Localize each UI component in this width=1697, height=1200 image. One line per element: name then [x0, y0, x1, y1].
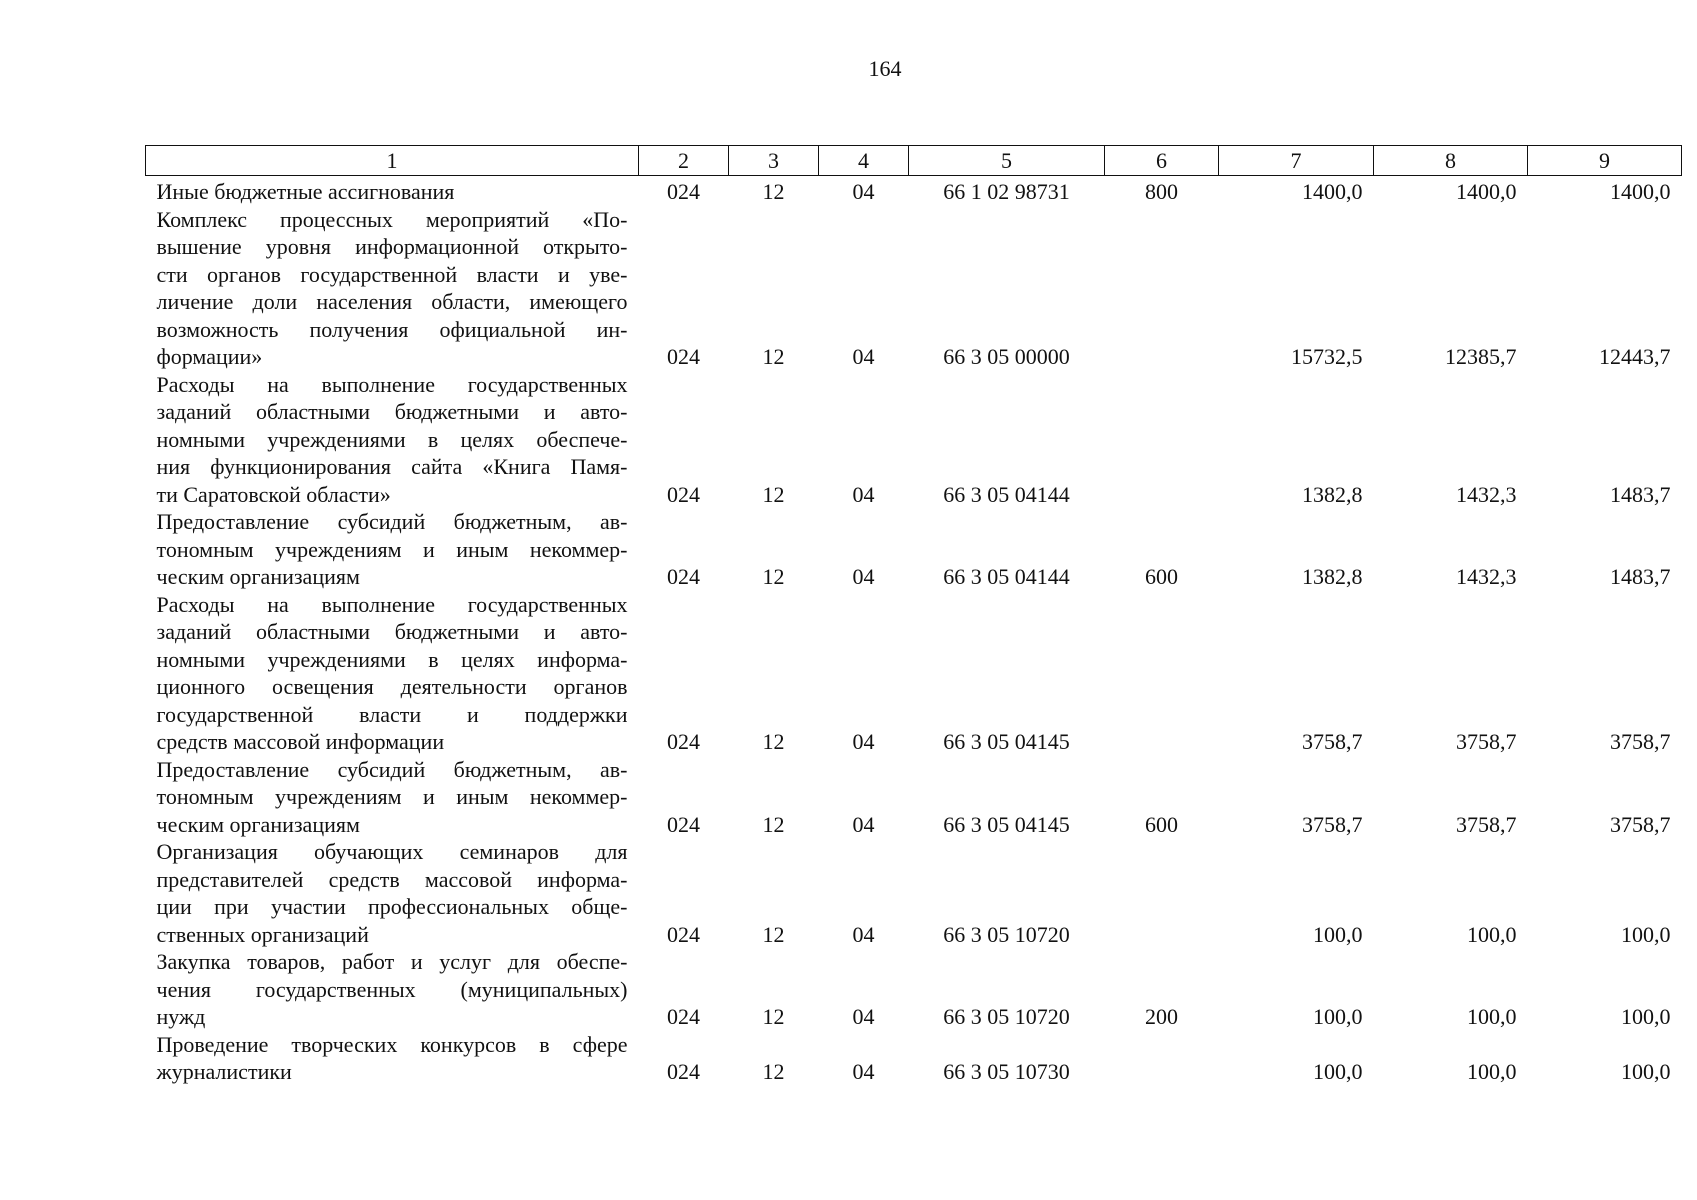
- expense-type-cell: 600: [1145, 564, 1178, 589]
- item-name-line: ния функционирования сайта «Книга Памя-: [156, 454, 628, 479]
- budget-code-cell: 024: [667, 729, 700, 754]
- item-name-line: средств массовой информации: [156, 729, 445, 754]
- item-name-line: вышение уровня информационной открыто-: [156, 234, 628, 259]
- item-name-cell: [146, 508, 639, 591]
- item-name-line: представителей средств массовой информа-: [156, 866, 628, 892]
- section-cell: 12: [762, 344, 785, 369]
- item-name-line: Предоставление субсидий бюджетным, ав-: [156, 509, 628, 534]
- amount-year1-cell: 15732,5: [1291, 344, 1363, 369]
- budget-code-cell: 024: [667, 921, 700, 947]
- budget-code-cell: 024: [667, 481, 700, 507]
- amount-year2-cell: 1432,3: [1456, 481, 1517, 507]
- item-name-line: номными учреждениями в целях информа-: [156, 646, 628, 672]
- item-name-line: нужд: [156, 1004, 206, 1029]
- column-header-4: 4: [819, 146, 909, 176]
- column-header-2: 2: [639, 146, 729, 176]
- target-article-cell: 66 1 02 98731: [943, 179, 1070, 204]
- amount-year2-cell: 100,0: [1467, 1004, 1517, 1029]
- item-name-line: ческим организациям: [156, 811, 360, 837]
- table-header-row: [146, 146, 1682, 176]
- amount-year1-cell: 1382,8: [1302, 481, 1363, 507]
- item-name-line: Расходы на выполнение государственных: [156, 371, 628, 397]
- table-row: [146, 756, 1682, 839]
- column-header-6: 6: [1105, 146, 1219, 176]
- amount-year2-cell: 100,0: [1467, 1059, 1517, 1084]
- budget-table: [145, 145, 1682, 1086]
- item-name-line: ческим организациям: [156, 564, 360, 589]
- amount-year2-cell: 1432,3: [1456, 564, 1517, 589]
- target-article-cell: 66 3 05 10720: [943, 921, 1070, 947]
- target-article-cell: 66 3 05 00000: [943, 344, 1070, 369]
- amount-year3-cell: 100,0: [1621, 1004, 1671, 1029]
- section-cell: 12: [762, 179, 785, 204]
- amount-year3-cell: 100,0: [1621, 1059, 1671, 1084]
- amount-year1-cell: 100,0: [1313, 1004, 1363, 1029]
- expense-type-cell: 200: [1145, 1004, 1178, 1029]
- item-name-line: ционного освещения деятельности органов: [156, 674, 628, 699]
- budget-code-cell: 024: [667, 1004, 700, 1029]
- section-cell: 12: [762, 921, 785, 947]
- amount-year2-cell: 100,0: [1467, 921, 1517, 947]
- item-name-line: Расходы на выполнение государственных: [156, 591, 628, 617]
- section-cell: 12: [762, 1059, 785, 1084]
- subsection-cell: 04: [852, 481, 875, 507]
- subsection-cell: 04: [852, 811, 875, 837]
- item-name-line: номными учреждениями в целях обеспече-: [156, 426, 628, 452]
- subsection-cell: 04: [852, 564, 875, 589]
- column-header-9: 9: [1528, 146, 1682, 176]
- item-name-line: формации»: [156, 344, 263, 369]
- budget-code-cell: 024: [667, 564, 700, 589]
- amount-year2-cell: 1400,0: [1456, 179, 1517, 204]
- table-row: [146, 508, 1682, 591]
- section-cell: 12: [762, 564, 785, 589]
- amount-year3-cell: 12443,7: [1599, 344, 1671, 369]
- target-article-cell: 66 3 05 04145: [943, 729, 1070, 754]
- section-cell: 12: [762, 811, 785, 837]
- subsection-cell: 04: [852, 344, 875, 369]
- item-name-cell: [146, 176, 639, 206]
- budget-code-cell: 024: [667, 179, 700, 204]
- expense-type-cell: [1105, 838, 1219, 948]
- amount-year1-cell: 1400,0: [1302, 179, 1363, 204]
- column-header-5: 5: [909, 146, 1105, 176]
- item-name-line: Комплекс процессных мероприятий «По-: [156, 206, 628, 232]
- table-row: [146, 371, 1682, 509]
- item-name-cell: [146, 756, 639, 839]
- amount-year2-cell: 3758,7: [1456, 811, 1517, 837]
- page-number: 164: [868, 56, 902, 81]
- subsection-cell: 04: [852, 1004, 875, 1029]
- column-header-1: 1: [146, 146, 639, 176]
- item-name-cell: [146, 591, 639, 756]
- table-row: [146, 1031, 1682, 1086]
- item-name-line: Проведение творческих конкурсов в сфере: [156, 1031, 628, 1057]
- amount-year3-cell: 1483,7: [1610, 481, 1671, 507]
- column-header-8: 8: [1374, 146, 1528, 176]
- item-name-cell: [146, 371, 639, 509]
- amount-year3-cell: 1483,7: [1610, 564, 1671, 589]
- amount-year2-cell: 12385,7: [1445, 344, 1517, 369]
- table-row: [146, 591, 1682, 756]
- amount-year1-cell: 100,0: [1313, 1059, 1363, 1084]
- item-name-line: заданий областными бюджетными и авто-: [156, 619, 628, 644]
- amount-year3-cell: 1400,0: [1610, 179, 1671, 204]
- item-name-line: государственной власти и поддержки: [156, 701, 628, 727]
- column-header-3: 3: [729, 146, 819, 176]
- expense-type-cell: [1105, 1031, 1219, 1086]
- amount-year3-cell: 100,0: [1621, 921, 1671, 947]
- item-name-line: журналистики: [156, 1059, 292, 1084]
- item-name-line: Организация обучающих семинаров для: [156, 839, 628, 864]
- table-row: [146, 206, 1682, 371]
- item-name-line: личение доли населения области, имеющего: [156, 289, 628, 314]
- item-name-line: возможность получения официальной ин-: [156, 316, 628, 342]
- item-name-cell: [146, 1031, 639, 1086]
- subsection-cell: 04: [852, 1059, 875, 1084]
- amount-year2-cell: 3758,7: [1456, 729, 1517, 754]
- expense-type-cell: [1105, 206, 1219, 371]
- target-article-cell: 66 3 05 10730: [943, 1059, 1070, 1084]
- amount-year1-cell: 3758,7: [1302, 729, 1363, 754]
- item-name-cell: [146, 948, 639, 1031]
- amount-year1-cell: 3758,7: [1302, 811, 1363, 837]
- amount-year1-cell: 1382,8: [1302, 564, 1363, 589]
- item-name-line: тономным учреждениям и иным некоммер-: [156, 536, 628, 562]
- item-name-line: Закупка товаров, работ и услуг для обеспе-: [156, 949, 628, 974]
- table-row: [146, 176, 1682, 206]
- budget-code-cell: 024: [667, 1059, 700, 1084]
- section-cell: 12: [762, 481, 785, 507]
- budget-code-cell: 024: [667, 344, 700, 369]
- expense-type-cell: [1105, 371, 1219, 509]
- section-cell: 12: [762, 1004, 785, 1029]
- expense-type-cell: [1105, 591, 1219, 756]
- item-name-line: Иные бюджетные ассигнования: [156, 179, 455, 204]
- subsection-cell: 04: [852, 179, 875, 204]
- item-name-line: ции при участии профессиональных обще-: [156, 894, 628, 919]
- table-row: [146, 948, 1682, 1031]
- expense-type-cell: 600: [1145, 811, 1178, 837]
- item-name-line: заданий областными бюджетными и авто-: [156, 399, 628, 424]
- item-name-cell: [146, 206, 639, 371]
- item-name-line: сти органов государственной власти и уве-: [156, 261, 628, 287]
- target-article-cell: 66 3 05 04144: [943, 564, 1070, 589]
- item-name-line: Предоставление субсидий бюджетным, ав-: [156, 756, 628, 782]
- budget-code-cell: 024: [667, 811, 700, 837]
- subsection-cell: 04: [852, 921, 875, 947]
- section-cell: 12: [762, 729, 785, 754]
- item-name-line: тономным учреждениям и иным некоммер-: [156, 784, 628, 809]
- table-row: [146, 838, 1682, 948]
- amount-year3-cell: 3758,7: [1610, 729, 1671, 754]
- target-article-cell: 66 3 05 04145: [943, 811, 1070, 837]
- target-article-cell: 66 3 05 10720: [943, 1004, 1070, 1029]
- item-name-line: чения государственных (муниципальных): [156, 976, 628, 1002]
- item-name-line: ти Саратовской области»: [156, 481, 391, 507]
- expense-type-cell: 800: [1145, 179, 1178, 204]
- table-body: [146, 176, 1682, 1086]
- amount-year3-cell: 3758,7: [1610, 811, 1671, 837]
- target-article-cell: 66 3 05 04144: [943, 481, 1070, 507]
- column-header-7: 7: [1219, 146, 1374, 176]
- amount-year1-cell: 100,0: [1313, 921, 1363, 947]
- item-name-cell: [146, 838, 639, 948]
- subsection-cell: 04: [852, 729, 875, 754]
- item-name-line: ственных организаций: [156, 921, 369, 947]
